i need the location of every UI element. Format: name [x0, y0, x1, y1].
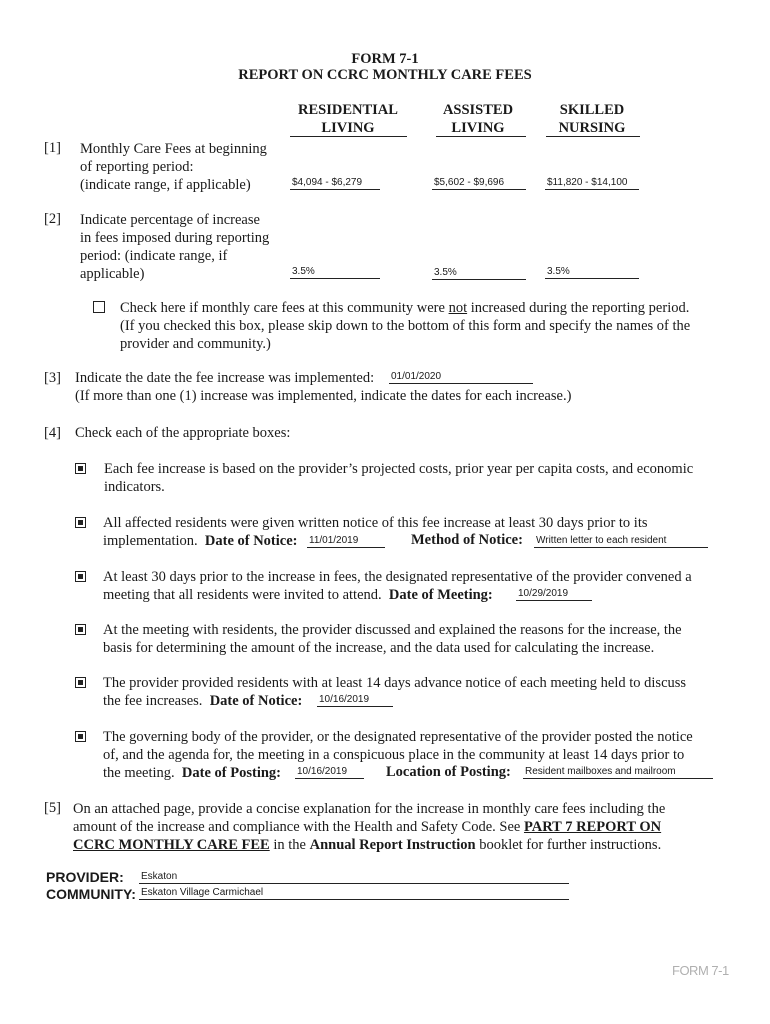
item-2-label: Indicate percentage of increase in fees imposed during reporting period: (indicate range, if applicable): [80, 212, 270, 282]
monthly-fee-skilled-field[interactable]: $11,820 - $14,100: [545, 177, 639, 190]
location-of-posting-label: Location of Posting:: [386, 764, 511, 780]
item-3-label: Indicate the date the fee increase was implemented:: [75, 370, 375, 386]
monthly-fee-assisted-field[interactable]: $5,602 - $9,696: [432, 177, 526, 190]
reasons-explained-checkbox[interactable]: [75, 624, 86, 635]
meeting-convened-text: At least 30 days prior to the increase in fees, the designated representative of the provider convened a meeting that all residents were invited to attend. Date of Meeting:: [103, 569, 692, 603]
item-4-label: Check each of the appropriate boxes:: [75, 425, 291, 441]
item-4-number: [4]: [44, 425, 61, 441]
form-subtitle: REPORT ON CCRC MONTHLY CARE FEES: [238, 67, 532, 83]
implementation-date-field[interactable]: 01/01/2020: [389, 371, 533, 384]
item-3-note: (If more than one (1) increase was implemented, indicate the dates for each increase.): [75, 388, 572, 404]
item-5-number: [5]: [44, 800, 61, 816]
not-increased-text: Check here if monthly care fees at this community were not increased during the reporting period. (If you checked this box, please skip down to the bottom of this form and specify the names of the provider and community.): [120, 300, 691, 352]
column-header-residential: RESIDENTIAL LIVING: [298, 102, 398, 136]
item-5-text: On an attached page, provide a concise explanation for the increase in monthly care fees including the amount of the increase and compliance with the Health and Safety Code. See PART 7 REPORT ON CCRC MONTHLY CARE FEE in the Annual Report Instruction booklet for further instructions.: [73, 801, 666, 853]
projected-costs-text: Each fee increase is based on the provider’s projected costs, prior year per capita costs, and economic indicators.: [104, 461, 694, 495]
meeting-notice-date-field[interactable]: 10/16/2019: [317, 694, 393, 707]
item-3-number: [3]: [44, 370, 61, 386]
community-label: COMMUNITY:: [46, 886, 136, 902]
increase-pct-assisted-field[interactable]: 3.5%: [432, 267, 526, 280]
item-1-label: Monthly Care Fees at beginning of reporting period: (indicate range, if applicable): [80, 141, 267, 193]
method-of-notice-field[interactable]: Written letter to each resident: [534, 535, 708, 548]
increase-pct-residential-field[interactable]: 3.5%: [290, 266, 380, 279]
monthly-fee-residential-field[interactable]: $4,094 - $6,279: [290, 177, 380, 190]
projected-costs-checkbox[interactable]: [75, 463, 86, 474]
notice-date-field[interactable]: 11/01/2019: [307, 535, 385, 548]
advance-notice-checkbox[interactable]: [75, 677, 86, 688]
written-notice-text: All affected residents were given written notice of this fee increase at least 30 days prior to its implementation. Date of Notice:: [103, 515, 648, 549]
notice-posted-checkbox[interactable]: [75, 731, 86, 742]
form-title: FORM 7-1: [351, 51, 419, 67]
column-header-skilled: SKILLED NURSING: [558, 102, 626, 136]
written-notice-checkbox[interactable]: [75, 517, 86, 528]
increase-pct-skilled-field[interactable]: 3.5%: [545, 266, 639, 279]
provider-name-field[interactable]: Eskaton: [139, 871, 569, 884]
meeting-date-field[interactable]: 10/29/2019: [516, 588, 592, 601]
posting-date-field[interactable]: 10/16/2019: [295, 766, 364, 779]
community-name-field[interactable]: Eskaton Village Carmichael: [139, 887, 569, 900]
provider-label: PROVIDER:: [46, 869, 124, 885]
method-of-notice-label: Method of Notice:: [411, 532, 523, 548]
reasons-explained-text: At the meeting with residents, the provider discussed and explained the reasons for the increase, the basis for determining the amount of the increase, and the data used for calculating the increase.: [103, 622, 682, 656]
item-2-number: [2]: [44, 211, 61, 227]
posting-location-field[interactable]: Resident mailboxes and mailroom: [523, 766, 713, 779]
advance-notice-text: The provider provided residents with at least 14 days advance notice of each meeting held to discuss the fee increases. Date of Notice:: [103, 675, 687, 709]
footer-form-label: FORM 7-1: [672, 963, 729, 978]
meeting-convened-checkbox[interactable]: [75, 571, 86, 582]
notice-posted-text: The governing body of the provider, or the designated representative of the provider posted the notice of, and the agenda for, the meeting in a conspicuous place in the community at least 14 days prior to the meeting. Date of Posting:: [103, 729, 693, 781]
column-header-assisted: ASSISTED LIVING: [442, 102, 514, 136]
item-1-number: [1]: [44, 140, 61, 156]
not-increased-checkbox[interactable]: [93, 301, 105, 313]
